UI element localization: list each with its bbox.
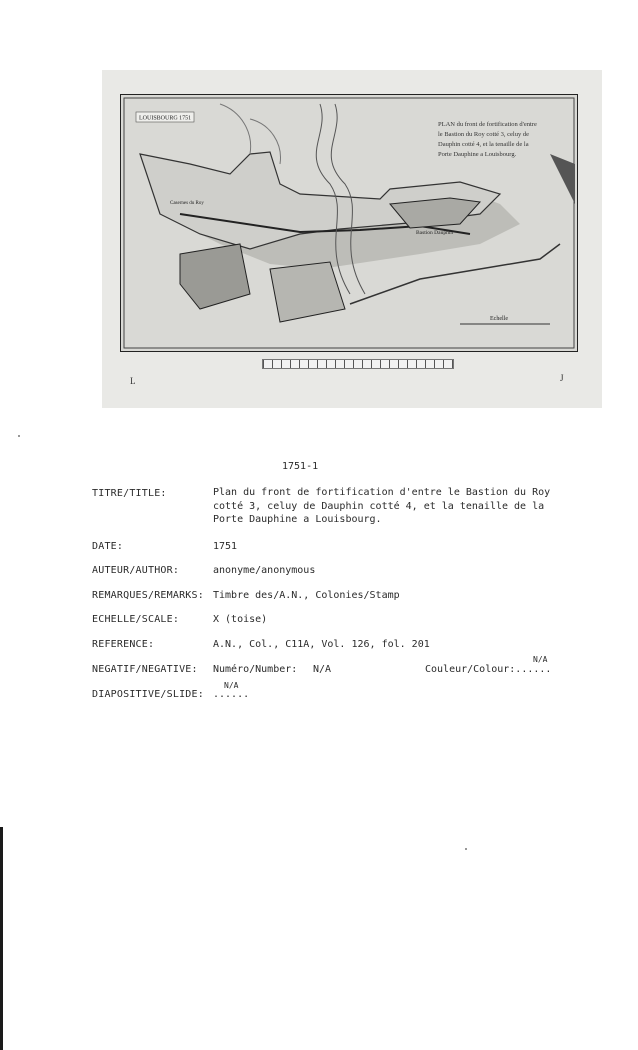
negative-label: NEGATIF/NEGATIVE: — [92, 664, 198, 675]
map-label-dauphin: Bastion Dauphin — [416, 230, 454, 236]
map-title-line: PLAN du front de fortification d'entre — [438, 121, 537, 128]
map-title-line: Porte Dauphine a Louisbourg. — [438, 151, 517, 158]
negative-number-value: N/A — [313, 664, 332, 675]
title-label: TITRE/TITLE: — [92, 488, 167, 499]
reference-value: A.N., Col., C11A, Vol. 126, fol. 201 — [213, 639, 430, 650]
archival-map-photo — [102, 70, 602, 408]
corner-mark: L — [130, 376, 136, 386]
fortification-plan-map — [120, 94, 578, 352]
scan-speck — [18, 435, 20, 437]
map-corner-label: LOUISBOURG 1751 — [139, 115, 192, 122]
title-value: Plan du front de fortification d'entre le Bastion du Roy cotté 3, celuy de Dauphin cotté 4, et la tenaille de la Porte Dauphine a Louisbourg. — [213, 487, 551, 525]
date-label: DATE: — [92, 541, 124, 552]
photo-scale-ruler — [262, 359, 454, 369]
colour-value: N/A — [533, 655, 548, 664]
date-value: 1751 — [213, 541, 238, 552]
author-label: AUTEUR/AUTHOR: — [92, 565, 180, 576]
map-label-building: Casernes du Roy — [170, 201, 204, 206]
remarks-label: REMARQUES/REMARKS: — [92, 590, 204, 601]
negative-number-label: Numéro/Number: — [213, 664, 298, 675]
slide-label: DIAPOSITIVE/SLIDE: — [92, 689, 204, 700]
remarks-value: Timbre des/A.N., Colonies/Stamp — [213, 590, 400, 601]
map-title-line: le Bastion du Roy cotté 3, celuy de — [438, 131, 529, 138]
slide-value: N/A — [224, 681, 239, 690]
record-code: 1751-1 — [282, 461, 319, 472]
author-value: anonyme/anonymous — [213, 565, 316, 576]
scale-value: X (toise) — [213, 614, 268, 625]
reference-label: REFERENCE: — [92, 639, 155, 650]
scan-edge-bar — [0, 827, 3, 1050]
scan-speck — [465, 848, 467, 850]
scale-label: ECHELLE/SCALE: — [92, 614, 180, 625]
corner-mark: J — [560, 373, 564, 383]
map-title-line: Dauphin cotté 4, et la tenaille de la — [438, 141, 529, 148]
colour-label: Couleur/Colour:...... — [425, 664, 552, 675]
slide-dots: ...... — [213, 689, 250, 700]
map-label-scale: Echelle — [490, 316, 508, 322]
